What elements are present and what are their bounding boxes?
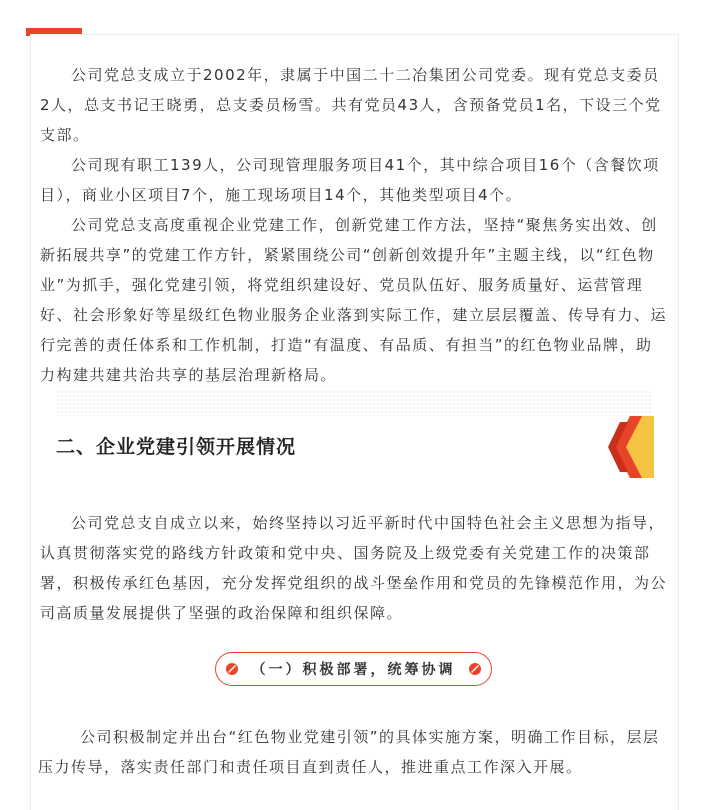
bullet-dot-icon <box>226 663 238 675</box>
paragraph-staff-projects: 公司现有职工139人，公司现管理服务项目41个，其中综合项目16个（含餐饮项目），商业小区项目7个，施工现场项目14个，其他类型项目4个。 <box>40 156 660 204</box>
paragraph-implementation: 公司积极制定并出台“红色物业党建引领”的具体实施方案，明确工作目标，层层压力传导，落实责任部门和责任项目直到责任人，推进重点工作深入开展。 <box>38 728 660 776</box>
paragraph-branch-intro: 公司党总支成立于2002年，隶属于中国二十二冶集团公司党委。现有党总支委员2人，总支书记王晓勇，总支委员杨雪。共有党员43人，含预备党员1名，下设三个党支部。 <box>40 66 662 144</box>
subsection-title-pill <box>215 652 492 686</box>
section-title: 二、企业党建引领开展情况 <box>56 436 297 458</box>
section-header-band <box>56 390 652 416</box>
paragraph-party-building: 公司党总支高度重视企业党建工作，创新党建工作方法，坚持“聚焦务实出效、创新拓展共享”的党建工作方针，紧紧围绕公司“创新创效提升年”主题主线，以“红色物业”为抓手，强化党建引领，将党组织建设好、党员队伍好、服务质量好、运营管理好、社会形象好等星级红色物业服务企业落到实际工作，建立层层覆盖、传导有力、运行完善的责任体系和工作机制，打造“有温度、有品质、有担当”的红色物业品牌，助力构建共建共治共享的基层治理新格局。 <box>40 216 668 384</box>
chevron-decoration-icon <box>606 416 654 478</box>
subsection-title: （一）积极部署，统筹协调 <box>251 662 456 678</box>
bullet-dot-icon <box>469 663 481 675</box>
paragraph-guiding-principle: 公司党总支自成立以来，始终坚持以习近平新时代中国特色社会主义思想为指导，认真贯彻落实党的路线方针政策和党中央、国务院及上级党委有关党建工作的决策部署，积极传承红色基因，充分发挥党组织的战斗堡垒作用和党员的先锋模范作用，为公司高质量发展提供了坚强的政治保障和组织保障。 <box>40 514 668 622</box>
